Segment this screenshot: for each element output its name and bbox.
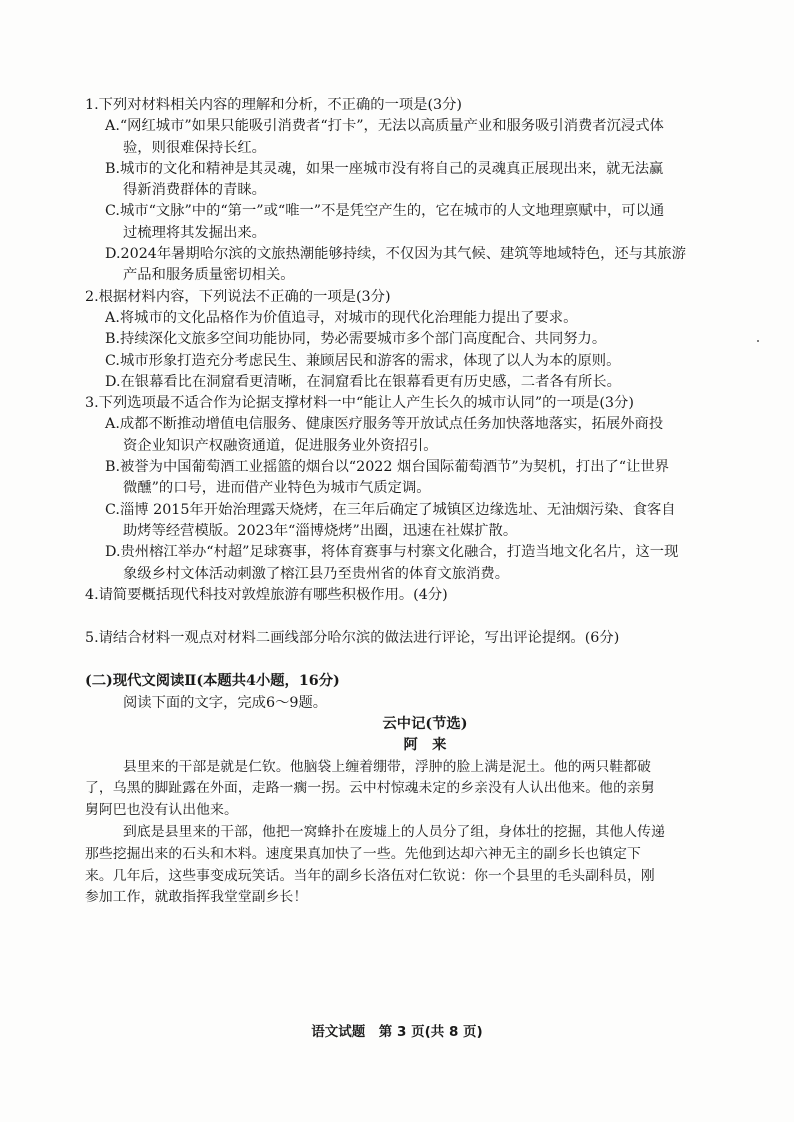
q5-stem: 5.请结合材料一观点对材料二画线部分哈尔滨的做法进行评论，写出评论提纲。(6分) [85,630,620,647]
answer-space [85,649,725,671]
q1-option-c: C.城市“文脉”中的“第一”或“唯一”不是凭空产生的，它在城市的人文地理禀赋中，可以通 [105,203,665,220]
q1-option-b: B.城市的文化和精神是其灵魂，如果一座城市没有将自己的灵魂真正展现出来，就无法赢 [105,160,664,177]
passage-paragraph-2-cont: 参加工作，就敢指挥我堂堂副乡长！ [85,889,308,906]
passage-paragraph-2-cont: 那些挖掘出来的石头和木料。速度果真加快了一些。先他到达却六神无主的副乡长也镇定下 [85,845,641,862]
q2-option-d: D.在银幕看比在洞窟看更清晰，在洞窟看比在银幕看更有历史感，二者各有所长。 [105,373,621,390]
q3-stem: 3.下列选项最不适合作为论据支撑材料一中“能让人产生长久的城市认同”的一项是(3分) [85,395,634,412]
scan-speck [757,340,759,342]
passage-title: 云中记(节选) [382,716,468,733]
q3-option-b-cont: 微醺”的口号，进而借产业特色为城市气质定调。 [123,480,431,497]
q1-option-a: A.“网红城市”如果只能吸引消费者“打卡”，无法以高质量产业和服务吸引消费者沉浸式体 [105,118,664,135]
passage-paragraph-2: 到底是县里来的干部，他把一窝蜂扑在废墟上的人员分了组，身体壮的挖掘，其他人传递 [123,824,665,840]
section-heading: (二)现代文阅读Ⅱ(本题共4小题，16分) [85,673,340,690]
passage-paragraph-1: 县里来的干部是就是仁钦。他脑袋上缠着绷带，浮肿的脸上满是泥土。他的两只鞋都破 [123,758,652,775]
q3-option-b: B.被誉为中国葡萄酒工业摇篮的烟台以“2022 烟台国际葡萄酒节”为契机，打出了“让世界 [105,459,669,476]
q1-option-c-cont: 过梳理将其发掘出来。 [123,224,266,241]
q3-option-c-cont: 助烤等经营模版。2023年“淄博烧烤”出圈，迅速在社媒扩散。 [123,522,518,539]
passage-paragraph-2-cont: 来。几年后，这些事变成玩笑话。当年的副乡长洛伍对仁钦说：你一个县里的毛头副科员，刚 [85,867,655,884]
question-block [85,95,725,909]
q1-option-b-cont: 得新消费群体的青睐。 [123,182,266,199]
passage-paragraph-1-cont: 舅阿巴也没有认出他来。 [85,802,238,819]
q3-option-d: D.贵州榕江举办“村超”足球赛事，将体育赛事与村寨文化融合，打造当地文化名片，这一现 [105,544,679,561]
q1-stem: 1.下列对材料相关内容的理解和分析，不正确的一项是(3分) [85,97,463,113]
q1-option-d-cont: 产品和服务质量密切相关。 [123,267,295,284]
q3-option-a-cont: 资企业知识产权融资通道，促进服务业外资招引。 [123,437,438,454]
q3-option-d-cont: 象级乡村文体活动刺激了榕江县乃至贵州省的体育文旅消费。 [123,565,510,582]
q2-option-b: B.持续深化文旅多空间功能协同，势必需要城市多个部门高度配合、共同努力。 [105,331,607,348]
passage-author: 阿 来 [403,737,447,754]
section-instruction: 阅读下面的文字，完成6～9题。 [123,694,328,711]
q4-stem: 4.请简要概括现代科技对敦煌旅游有哪些积极作用。(4分) [85,586,448,603]
answer-space [85,606,725,628]
q1-option-d: D.2024年暑期哈尔滨的文旅热潮能够持续，不仅因为其气候、建筑等地域特色，还与其旅游 [105,246,686,263]
passage-paragraph-1-cont: 了，乌黑的脚趾露在外面，走路一瘸一拐。云中村惊魂未定的乡亲没有人认出他来。他的亲舅 [85,780,655,797]
q3-option-c: C.淄博 2015年开始治理露天烧烤，在三年后确定了城镇区边缘选址、无油烟污染、食客自 [105,501,676,518]
q2-option-c: C.城市形象打造充分考虑民生、兼顾居民和游客的需求，体现了以人为本的原则。 [105,352,621,369]
q2-stem: 2.根据材料内容，下列说法不正确的一项是(3分) [85,288,391,305]
q2-option-a: A.将城市的文化品格作为价值追寻，对城市的现代化治理能力提出了要求。 [105,309,578,326]
q3-option-a: A.成都不断推动增值电信服务、健康医疗服务等开放试点任务加快落地落实，拓展外商投 [105,416,664,433]
page-footer: 语文试题 第 3 页(共 8 页) [311,1024,483,1040]
q1-option-a-cont: 验，则很难保持长红。 [123,139,266,156]
